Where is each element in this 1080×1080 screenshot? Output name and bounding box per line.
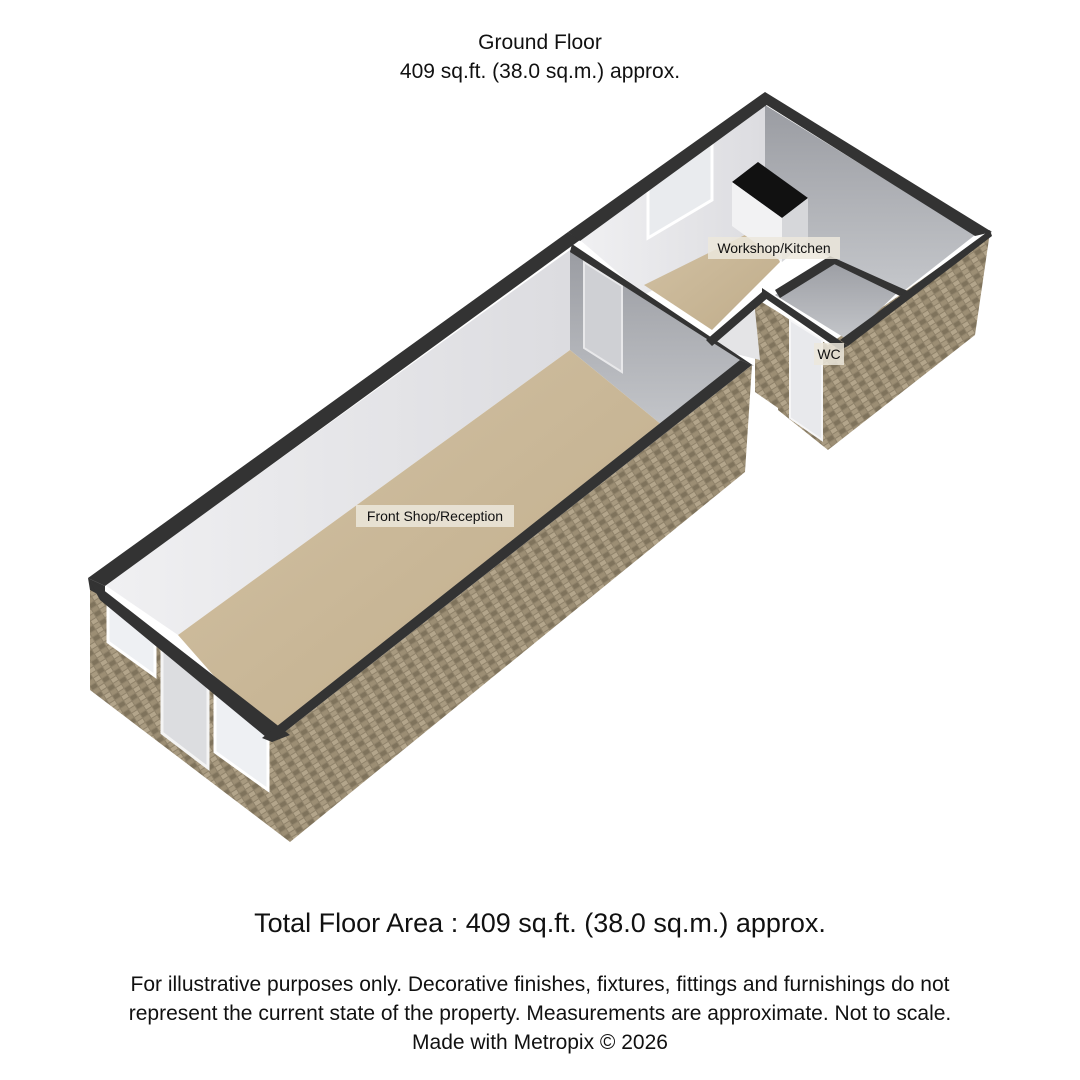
disclaimer — [40, 970, 1040, 1057]
disclaimer-line-1: For illustrative purposes only. Decorative finishes, fixtures, fittings and furnishings do not — [130, 973, 950, 996]
disclaimer-line-3: Made with Metropix © 2026 — [412, 1031, 668, 1054]
wc-door — [790, 320, 822, 440]
front-shop-label-text: Front Shop/Reception — [366, 508, 504, 524]
floor-area: 409 sq.ft. (38.0 sq.m.) approx. — [399, 60, 681, 83]
room-label-wc — [814, 343, 844, 365]
workshop-label-text: Workshop/Kitchen — [717, 240, 831, 256]
room-label-workshop — [708, 237, 840, 259]
floor-title: Ground Floor — [478, 31, 602, 54]
disclaimer-line-2: represent the current state of the property. Measurements are approximate. Not to scale. — [128, 1002, 952, 1025]
wc-label-text: WC — [817, 346, 841, 362]
room-label-front-shop — [356, 505, 514, 527]
total-floor-area: Total Floor Area : 409 sq.ft. (38.0 sq.m.) approx. — [254, 908, 826, 938]
